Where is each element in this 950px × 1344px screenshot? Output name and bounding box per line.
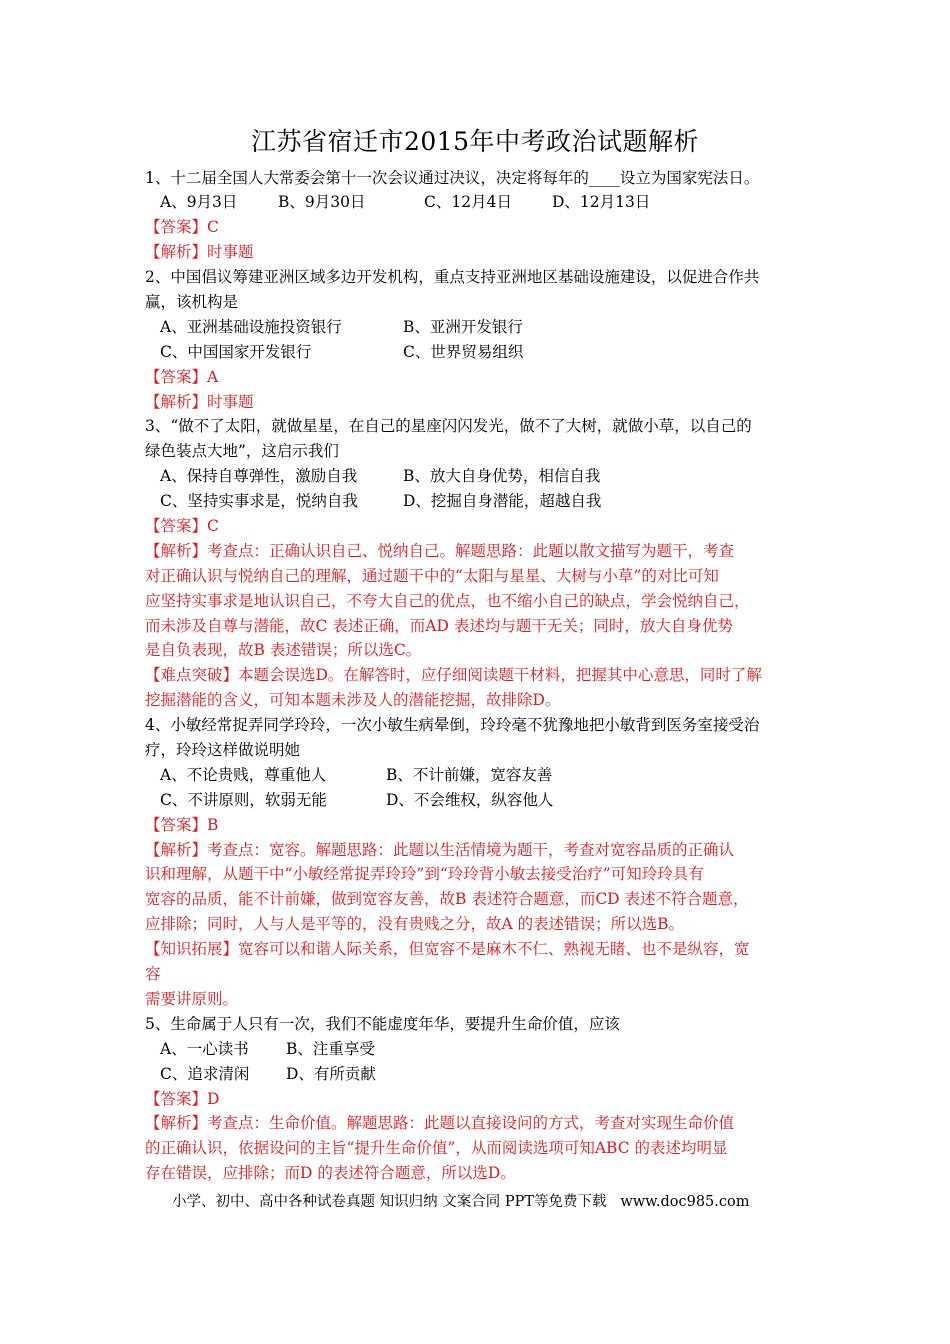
q3-option-c: C、坚持实事求是，悦纳自我 (160, 492, 358, 510)
q4-option-a: A、不论贵贱，尊重他人 (160, 766, 327, 784)
q4-option-c: C、不讲原则，软弱无能 (160, 791, 327, 809)
q4-analysis-line: 应排除；同时，人与人是平等的，没有贵贱之分，故A 的表述错误；所以选B。 (145, 915, 685, 933)
q3-option-b: B、放大自身优势，相信自我 (403, 467, 601, 485)
q4-extension-line: 容 (145, 965, 161, 983)
q3-option-d: D、挖掘自身潜能，超越自我 (403, 492, 602, 510)
q5-answer: 【答案】D (145, 1090, 220, 1108)
document-title: 江苏省宿迁市2015年中考政治试题解析 (250, 127, 700, 156)
q3-answer: 【答案】C (145, 517, 219, 535)
q1-option-d: D、12月13日 (552, 193, 651, 211)
q4-stem-line2: 疗，玲玲这样做说明她 (145, 741, 301, 759)
q2-option-a: A、亚洲基础设施投资银行 (160, 318, 342, 336)
q4-analysis-line: 【解析】考查点：宽容。解题思路：此题以生活情境为题干，考查对宽容品质的正确认 (145, 841, 735, 859)
q4-extension-line: 【知识拓展】宽容可以和谐人际关系，但宽容不是麻木不仁、熟视无睹、也不是纵容，宽 (145, 940, 750, 958)
q3-difficulty-line: 【难点突破】本题会误选D。在解答时，应仔细阅读题干材料，把握其中心意思，同时了解 (145, 666, 762, 684)
q4-stem-line1: 4、小敏经常捉弄同学玲玲，一次小敏生病晕倒，玲玲毫不犹豫地把小敏背到医务室接受治 (145, 716, 760, 734)
q4-option-d: D、不会维权，纵容他人 (386, 791, 554, 809)
q1-analysis: 【解析】时事题 (145, 243, 254, 261)
q5-analysis-line: 【解析】考查点：生命价值。解题思路：此题以直接设问的方式，考查对实现生命价值 (145, 1114, 735, 1132)
q3-analysis-line: 【解析】考查点：正确认识自己、悦纳自己。解题思路：此题以散文描写为题干，考查 (145, 542, 735, 560)
q2-stem-line1: 2、中国倡议筹建亚洲区域多边开发机构，重点支持亚洲地区基础设施建设，以促进合作共 (145, 268, 760, 286)
q1-option-a: A、9月3日 (160, 193, 238, 211)
q1-option-c: C、12月4日 (424, 193, 512, 211)
q2-option-b: B、亚洲开发银行 (403, 318, 523, 336)
q3-difficulty-line: 挖掘潜能的含义，可知本题未涉及人的潜能挖掘，故排除D。 (145, 691, 561, 709)
q2-stem-line2: 赢，该机构是 (145, 293, 239, 311)
q2-analysis: 【解析】时事题 (145, 393, 254, 411)
q4-answer: 【答案】B (145, 816, 219, 834)
q5-option-b: B、注重享受 (286, 1040, 375, 1058)
q5-option-c: C、追求清闲 (160, 1065, 250, 1083)
q3-analysis-line: 对正确认识与悦纳自己的理解，通过题干中的“太阳与星星、大树与小草”的对比可知 (145, 567, 719, 585)
q4-analysis-line: 宽容的品质，能不计前嫌，做到宽容友善，故B 表述符合题意，而CD 表述不符合题意， (145, 890, 749, 908)
q3-analysis-line: 应坚持实事求是地认识自己，不夸大自己的优点，也不缩小自己的缺点，学会悦纳自己， (145, 592, 750, 610)
q2-option-c: C、中国国家开发银行 (160, 343, 312, 361)
q3-analysis-line: 是自负表现，故B 表述错误；所以选C。 (145, 641, 422, 659)
q3-stem-line2: 绿色装点大地”，这启示我们 (145, 442, 339, 460)
q3-stem-line1: 3、“做不了太阳，就做星星，在自己的星座闪闪发光，做不了大树，就做小草，以自己的 (145, 417, 752, 435)
q4-extension-line: 需要讲原则。 (145, 990, 239, 1008)
q5-option-a: A、一心读书 (160, 1040, 249, 1058)
q1-stem: 1、十二届全国人大常委会第十一次会议通过决议，决定将每年的____设立为国家宪法日。 (145, 169, 760, 187)
q5-analysis-line: 的正确认识，依据设问的主旨“提升生命价值”，从而阅读选项可知ABC 的表述均明显 (145, 1139, 728, 1157)
q5-option-d: D、有所贡献 (286, 1065, 376, 1083)
page-footer: 小学、初中、高中各种试卷真题 知识归纳 文案合同 PPT等免费下载 www.doc985.com (172, 1194, 750, 1210)
q1-answer: 【答案】C (145, 218, 219, 236)
q5-analysis-line: 存在错误，应排除；而D 的表述符合题意，所以选D。 (145, 1164, 516, 1182)
q1-option-b: B、9月30日 (278, 193, 366, 211)
q2-answer: 【答案】A (145, 368, 219, 386)
q2-option-d: C、世界贸易组织 (403, 343, 524, 361)
q3-option-a: A、保持自尊弹性，激励自我 (160, 467, 358, 485)
q4-option-b: B、不计前嫌，宽容友善 (386, 766, 553, 784)
q4-analysis-line: 识和理解，从题干中“小敏经常捉弄玲玲”到“玲玲背小敏去接受治疗”可知玲玲具有 (145, 865, 704, 883)
q3-analysis-line: 而未涉及自尊与潜能，故C 表述正确，而AD 表述均与题干无关；同时，放大自身优势 (145, 617, 733, 635)
q5-stem: 5、生命属于人只有一次，我们不能虚度年华，要提升生命价值，应该 (145, 1015, 620, 1033)
